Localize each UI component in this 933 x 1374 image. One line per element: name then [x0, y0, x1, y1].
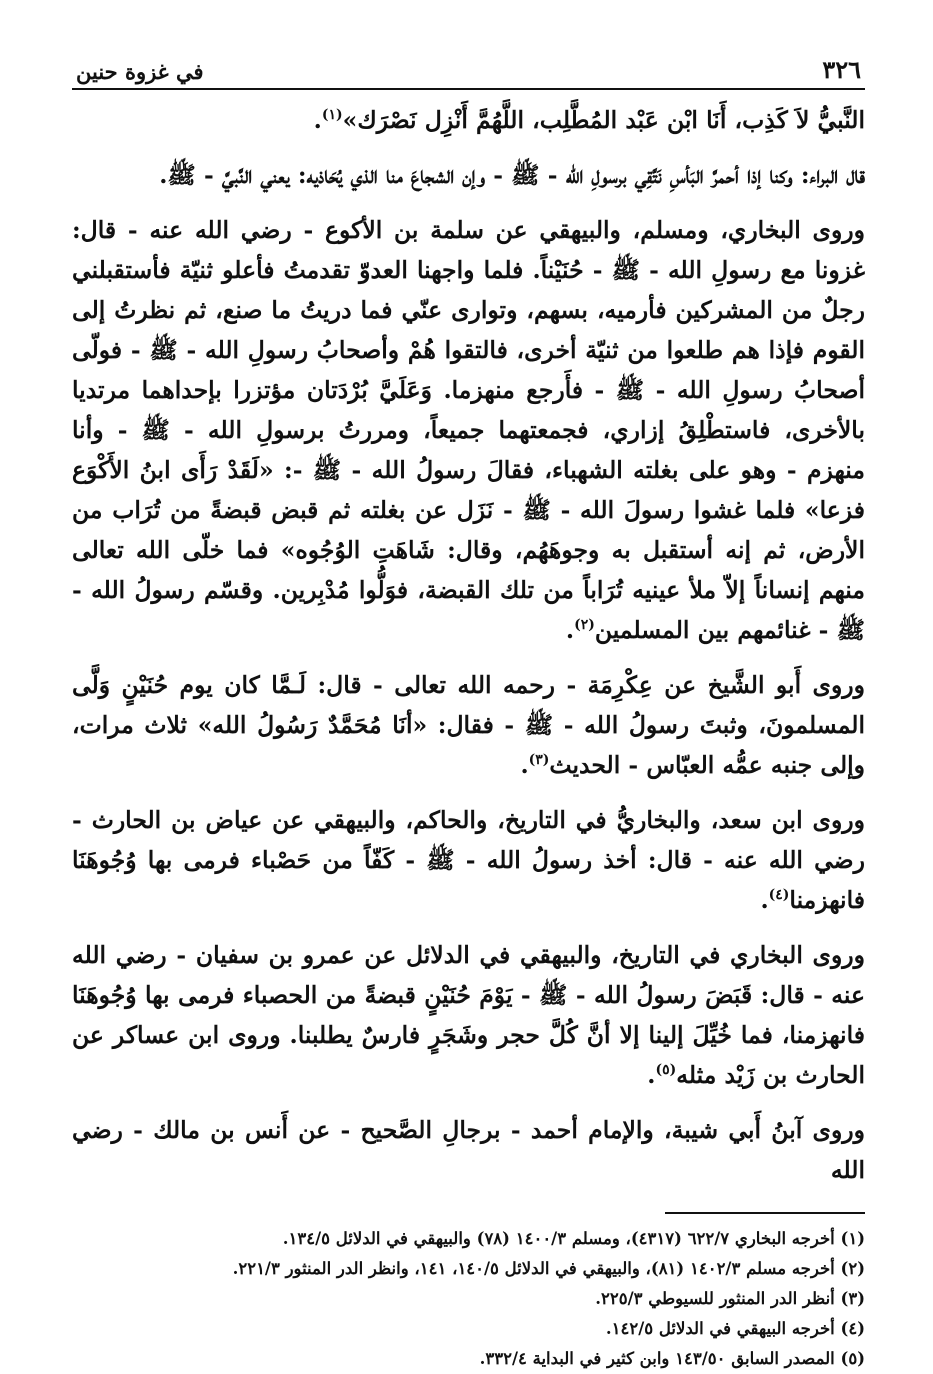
paragraph-tail: .: [520, 751, 529, 779]
paragraph: [72, 665, 865, 785]
paragraph-text: النَّبيُّ لاَ كَذِب، أَنَا ابْن عَبْد المُطَّلِب، اللَّهُمَّ أَنْزِل نَصْرَك»: [342, 106, 865, 134]
paragraph-text: وروى أَبو الشَّيخ عن عِكْرِمَة - رحمه الله تعالى - قال: لَـمَّا كان يوم حُنَيْنٍ وَلَّى المسلمونَ، وثبتَ رسولُ الله - ﷺ - فقال: «أنَا مُحَمَّدٌ رَسُولُ الله» ثلاث مرات، وإلى جنبه عمُّه العبّاس - الحديث: [72, 671, 865, 779]
paragraph-tail: .: [647, 1061, 656, 1089]
page-header: [72, 50, 865, 90]
running-title: في غزوة حنين: [76, 59, 204, 84]
footnote-marker: (٢): [574, 617, 595, 634]
footnote-marker: (٥): [655, 1062, 677, 1079]
page-body: [72, 90, 865, 1190]
paragraph: [72, 1110, 865, 1190]
footnote-separator: [665, 1212, 865, 1214]
footnote-marker: (٣): [528, 752, 550, 769]
paragraph-text: وروى البخاري، ومسلم، والبيهقي عن سلمة بن الأكوع - رضي الله عنه - قال: غزونا مع رسولِ الله - ﷺ - حُنَيْناً. فلما واجهنا العدوّ تقدمتُ فأعلو ثنيّة فأستقبلني رجلٌ من المشركين فأرميه، بسهم، وتوارى عنّي فما دريتُ ما صنع، ثم نظرتُ إلى القوم فإذا هم طلعوا من ثنيّة أخرى، فالتقوا هُمْ وأصحابُ رسولِ الله - ﷺ - فولّى أصحابُ رسولِ الله - ﷺ - فأَرجع منهزما. وَعَلَيَّ بُرْدَتان مؤتزرا بإحداهما مرتديا بالأخرى، فاستطْلِقُ إزاري، فجمعتهما جميعاً، ومررتُ برسولِ الله - ﷺ - وأنا منهزم - وهو على بغلته الشهباء، فقالَ رسولُ الله - ﷺ -: «لَقَدْ رَأَى ابنُ الأَكْوَع فزعا» فلما غشوا رسولَ الله - ﷺ - نَزَل عن بغلته ثم قبض قبضةً من تُرَاب من الأرض، ثم إنه أستقبل به وجوهَهُم، وقال: شَاهَتِ الوُجُوه» فما خلّى الله تعالى منهم إنساناً إلاّ ملأ عينيه تُرَاباً من تلك القبضة، فوَلُّوا مُدْبِرين. وقسّم رسولُ الله - ﷺ - غنائمهم بين المسلمين: [72, 216, 865, 644]
paragraph-tail: .: [760, 886, 769, 914]
footnote-marker: (٤): [768, 887, 790, 904]
paragraph: [72, 100, 865, 140]
paragraph-text: وروى آبنُ أَبي شيبة، والإمام أحمد - برجالِ الصَّحيح - عن أَنس بن مالك - رضي الله: [72, 1116, 865, 1184]
footnote: (٤) أخرجه البيهقي في الدلائل ١٤٢/٥.: [605, 1319, 865, 1338]
page-number: ٣٢٦: [822, 55, 861, 84]
footnote: (٣) أنظر الدر المنثور للسيوطي ٢٢٥/٣.: [595, 1289, 865, 1308]
paragraph-tail: .: [313, 106, 322, 134]
footnote: (١) أخرجه البخاري ٦٢٢/٧ (٤٣١٧)، ومسلم ١٤٠٠/٣ (٧٨) والبيهقي في الدلائل ١٣٤/٥.: [282, 1229, 865, 1248]
footnote: (٥) المصدر السابق ١٤٣/٥٠ وابن كثير في البداية ٣٣٢/٤.: [479, 1349, 865, 1368]
paragraph-text: وروى البخاري في التاريخ، والبيهقي في الدلائل عن عمرو بن سفيان - رضي الله عنه - قال: قَبَضَ رسولُ الله - ﷺ - يَوْمَ حُنَيْنٍ قبضةً من الحصباء فرمى بها وُجُوهَنَا فانهزمنا، فما خُيِّلَ إلينا إلا أنَّ كُلَّ حجر وشَجَرٍ فارسٌ يطلبنا. وروى ابن عساكر عن الحارث بن زَيْد مثله: [72, 941, 865, 1089]
paragraph-text: وروى ابن سعد، والبخاريُّ في التاريخ، والحاكم، والبيهقي عن عياض بن الحارث - رضي الله عنه - قال: أخذ رسولُ الله - ﷺ - كَفّاً من حَصْباء فرمى بها وُجُوهَنَا فانهزمنا: [72, 806, 865, 914]
footnotes: [72, 1224, 865, 1374]
paragraph: [72, 155, 865, 195]
paragraph-text: قال البراء: وكنا إذا أحمرَّ البَأسِ نَتَّقِي برسولِ الله - ﷺ - وإن الشجاعَ منا الذي يُحَاذيه: يعني النَّبيَّ - ﷺ.: [159, 161, 865, 189]
footnote-marker: (١): [321, 107, 343, 124]
paragraph: [72, 800, 865, 920]
paragraph: [72, 935, 865, 1095]
paragraph-tail: .: [565, 616, 575, 644]
paragraph: [72, 210, 865, 650]
footnote: (٢) أخرجه مسلم ١٤٠٢/٣ (٨١)، والبيهقي في الدلائل ١٤٠/٥، ١٤١، وانظر الدر المنثور ٢٢١/٣.: [232, 1259, 865, 1278]
